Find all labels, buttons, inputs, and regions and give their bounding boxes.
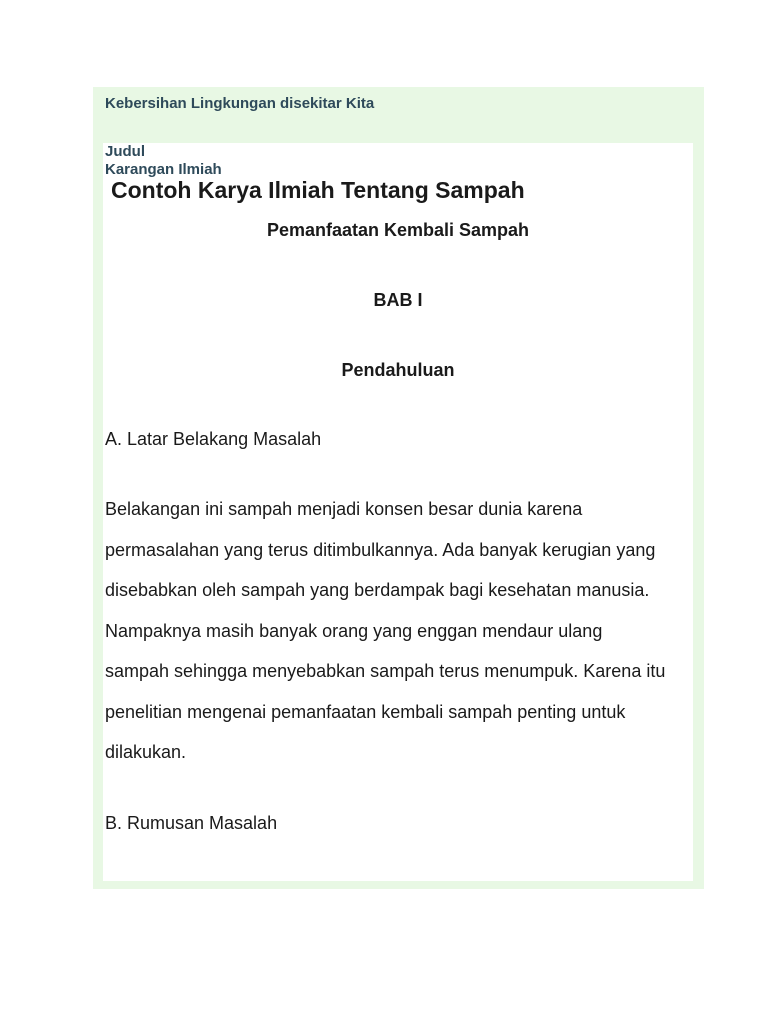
document-subtitle: Pemanfaatan Kembali Sampah: [266, 220, 530, 240]
document-title: Contoh Karya Ilmiah Tentang Sampah: [111, 177, 525, 203]
paragraph-line: Nampaknya masih banyak orang yang enggan mendaur ulang: [105, 620, 603, 641]
paragraph-line: permasalahan yang terus ditimbulkannya. Ada banyak kerugian yang: [105, 539, 656, 560]
body-paragraph: [105, 499, 665, 783]
meta-label-judul: Judul: [105, 143, 145, 160]
paragraph-line: Belakangan ini sampah menjadi konsen besar dunia karena: [105, 499, 583, 519]
site-title[interactable]: Kebersihan Lingkungan disekitar Kita: [105, 95, 375, 112]
paragraph-line: penelitian mengenai pemanfaatan kembali sampah penting untuk: [105, 701, 626, 722]
section-heading-b: B. Rumusan Masalah: [105, 813, 278, 833]
chapter-title: Pendahuluan: [341, 360, 455, 380]
paragraph-line: sampah sehingga menyebabkan sampah terus menumpuk. Karena itu: [105, 661, 666, 681]
meta-label-category: Karangan Ilmiah: [105, 161, 222, 178]
section-heading-a: A. Latar Belakang Masalah: [105, 429, 322, 449]
paragraph-line: disebabkan oleh sampah yang berdampak bagi kesehatan manusia.: [105, 580, 650, 600]
paragraph-line: dilakukan.: [105, 742, 187, 762]
chapter-number: BAB I: [373, 290, 423, 310]
